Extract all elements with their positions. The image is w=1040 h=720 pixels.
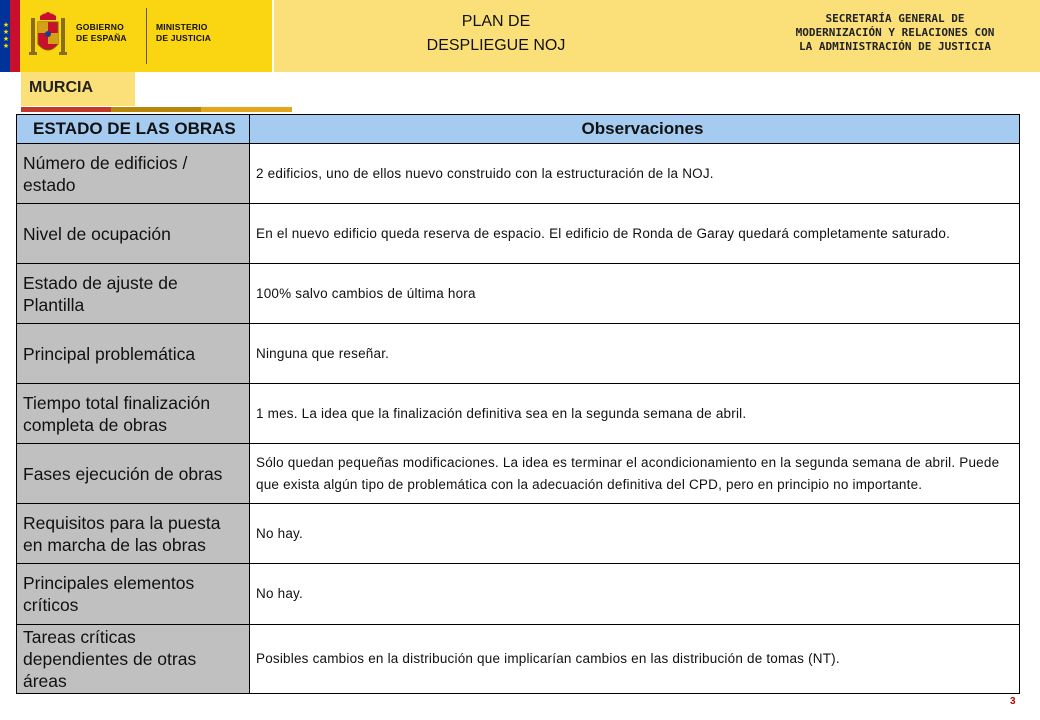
page-number: 3 <box>1010 696 1016 707</box>
table-row <box>17 504 1020 564</box>
row-label: Fases ejecución de obras <box>17 444 250 504</box>
plan-title: PLAN DE DESPLIEGUE NOJ <box>426 13 566 54</box>
row-label: Principal problemática <box>17 324 250 384</box>
table-row <box>17 204 1020 264</box>
row-value: En el nuevo edificio queda reserva de espacio. El edificio de Ronda de Garay quedará completamente saturado. <box>250 204 1020 264</box>
table-row <box>17 444 1020 504</box>
row-value: 2 edificios, uno de ellos nuevo construido con la estructuración de la NOJ. <box>250 144 1020 204</box>
row-value: 100% salvo cambios de última hora <box>250 264 1020 324</box>
row-label: Requisitos para la puesta en marcha de las obras <box>17 504 250 564</box>
column-header-estado: ESTADO DE LAS OBRAS <box>17 115 250 144</box>
gobierno-text: GOBIERNO DE ESPAÑA <box>76 22 127 43</box>
eu-stars-icon: ★ ★ ★ ★ <box>2 22 10 50</box>
row-label: Tareas críticas dependientes de otras áreas <box>17 624 250 694</box>
page-header <box>0 0 1040 72</box>
row-label: Estado de ajuste de Plantilla <box>17 264 250 324</box>
row-label: Nivel de ocupación <box>17 204 250 264</box>
column-header-observaciones: Observaciones <box>250 115 1020 144</box>
table-row <box>17 264 1020 324</box>
row-label: Tiempo total finalización completa de obras <box>17 384 250 444</box>
secretaria-title: SECRETARÍA GENERAL DE MODERNIZACIÓN Y RELACIONES CON LA ADMINISTRACIÓN DE JUSTICIA <box>795 12 995 53</box>
region-label <box>21 72 135 106</box>
government-logo-block <box>0 0 272 72</box>
table-row <box>17 564 1020 624</box>
decorative-bar-brown <box>111 107 201 112</box>
row-value: No hay. <box>250 504 1020 564</box>
obras-status-table <box>16 114 1020 694</box>
eu-flag-strip <box>0 0 20 72</box>
row-value: Posibles cambios en la distribución que implicarían cambios en las distribución de tomas (NT). <box>250 624 1020 694</box>
region-name: MURCIA <box>29 79 93 96</box>
row-value: Ninguna que reseñar. <box>250 324 1020 384</box>
coat-of-arms-icon <box>28 10 68 62</box>
table-row <box>17 324 1020 384</box>
row-value: No hay. <box>250 564 1020 624</box>
row-label: Principales elementos críticos <box>17 564 250 624</box>
table-row <box>17 144 1020 204</box>
header-divider <box>146 8 147 64</box>
table-row <box>17 624 1020 694</box>
decorative-bar-gold <box>201 107 292 112</box>
table-row <box>17 384 1020 444</box>
row-label: Número de edificios / estado <box>17 144 250 204</box>
row-value: Sólo quedan pequeñas modificaciones. La idea es terminar el acondicionamiento en la segunda semana de abril. Puede que exista algún tipo de problemática con la adecuación definitiva del CPD, pero en principio no importante. <box>250 444 1020 504</box>
ministerio-text: MINISTERIO DE JUSTICIA <box>156 22 212 43</box>
row-value: 1 mes. La idea que la finalización definitiva sea en la segunda semana de abril. <box>250 384 1020 444</box>
decorative-bar-red <box>21 107 111 112</box>
